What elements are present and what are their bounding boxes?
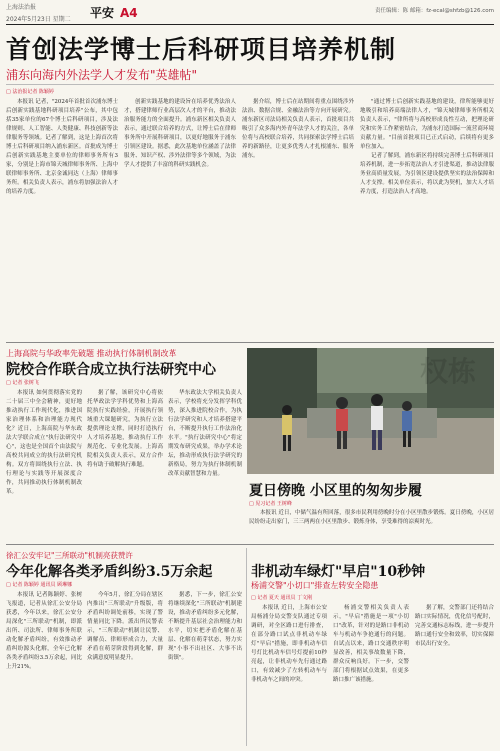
paper-logo: 上海法治报 <box>6 4 37 11</box>
header-rule <box>6 24 494 25</box>
lead-subheadline: 浦东向海内外法学人才发布"英雄帖" <box>6 68 198 82</box>
second-paragraph: 据了解，该研究中心将依托华政法学学科优势和上海高院执行实践经验，开展执行领域重大课题研究，为执行立法提供理论支撑，同时打造执行人才培养基地，推动执行工作规范化、专业化发展。上海高院相关负责人表示，双方合作将有助于破解执行难题。 <box>87 390 163 468</box>
fourth-column-1 <box>251 604 327 745</box>
second-column-3 <box>168 389 242 539</box>
third-column-3 <box>168 591 242 745</box>
lead-paragraph: 本报讯 记者，"2024年首批首次浦东博士后创新实践基地科研项目培养"公布，其中包括35家单位的67个博士后科研项目，涉及法律规则、人工智能、人类健康、科技创新等法律服务等领域。记者了解到，这是上海首次将博士后科研项目纳入浦东新区。首批成为博士后创新实践基地主要单位的律师事务所有3家，分别是上海市锦天城律师事务所、上海中联律师事务所、北京金诚同达（上海）律师事务所。相关负责人表示，浦东将加强法治人才的培养力度。 <box>6 99 118 195</box>
fourth-byline: □ 记者 夏天 通讯员 丁文刚 <box>251 595 313 601</box>
second-paragraph: 本报讯 如何贯彻落实党的二十届三中全会精神，更好地推动执行工作现代化，推进国家治理体系和治理能力现代化？近日，上海高院与华东政法大学联合成立"执行法研究中心"，这也是全国首个由法院与高校共同成立的执行法研究机构。双方将围绕执行立法、执行理论与实践等开展深度合作，共同推动执行体制机制改革。 <box>6 390 82 495</box>
second-paragraph: 华东政法大学相关负责人表示，学校将充分发挥学科优势，深入推进院校合作，为执行法学研究和人才培养搭建平台，不断提升执行工作法治化水平。"执行法研究中心"将定期发布研究成果，举办学术论坛，推动形成执行法学研究的新格局，努力为执行体制机制改革贡献智慧和力量。 <box>168 390 242 477</box>
photo-caption-text <box>249 509 494 537</box>
fourth-column-3 <box>415 604 494 745</box>
fourth-headline: 非机动车绿灯"早启"10秒钟 <box>251 564 426 580</box>
second-headline: 院校合作联合成立执行法研究中心 <box>6 362 216 378</box>
fourth-paragraph: 杨浦交警相关负责人表示，"早启"措施是一项"小切口"改革，针对的是路口非机动车与机动车争抢通行的问题。自试点以来，路口交通秩序明显改善，相关事故数量下降，群众反响良好。下一步，交警部门将根据试点效果，在更多路口推广该措施。 <box>333 605 409 683</box>
page-number: A4 <box>120 6 138 20</box>
second-byline: □ 记者 张树飞 <box>6 380 39 386</box>
column-divider <box>246 548 247 746</box>
lead-column-2 <box>124 98 236 334</box>
fourth-column-2 <box>333 604 409 745</box>
third-paragraph: 据悉，下一步，徐汇公安将继续深化"三所联动"机制建设，推动矛盾纠纷多元化解，不断提升基层社会治理能力和水平，切实把矛盾化解在基层、化解在萌芽状态，努力实现"小事不出社区、大事不出街镇"。 <box>168 592 242 661</box>
third-byline: □ 记者 陈颖婷 通讯员 顾琳娜 <box>6 582 73 588</box>
third-kicker: 徐汇公安牢记"三所联动"机制亮获赞许 <box>6 551 133 560</box>
second-kicker: 上海高院与华政率先破题 推动执行体制机制改革 <box>6 349 177 358</box>
section-header <box>90 4 138 21</box>
fourth-subheadline: 杨浦交警"小切口"排查左转安全隐患 <box>251 581 379 590</box>
lead-byline: □ 法治报记者 陈颖婷 <box>6 89 54 95</box>
watermark-text: 权栋 <box>420 355 477 388</box>
third-paragraph: 本报讯 记者陈颖婷、张树飞报道，记者从徐汇公安分局获悉，今年以来，徐汇公安分局深化"三所联动"机制，即派出所、司法所、律师事务所联动化解矛盾纠纷，有效推动矛盾纠纷源头化解，全年已化解各类矛盾纠纷3.5万余起，同比上升21%。 <box>6 592 82 670</box>
photo-caption-paragraph: 本报讯 近日，中储气温有所回落，很多市民利用傍晚时分在小区里散步锻炼。夏日傍晚，小区居民纷纷走出家门，三三两两在小区里散步、锻炼身体，享受难得的凉爽时光。 <box>249 510 494 525</box>
photo-byline: □ 见习记者 王树峰 <box>249 501 292 507</box>
section-name: 平安 <box>90 6 115 20</box>
third-column-2 <box>87 591 163 745</box>
fourth-paragraph: 本报讯 近日，上海市公安局杨浦分局交警支队通过专项调研，对全区路口进行排查，在部分路口试点非机动车绿灯"早启"措施，即非机动车信号灯比机动车信号灯提前10秒亮起，让非机动车先行通过路口，有效减少了左转机动车与非机动车之间的冲突。 <box>251 605 327 683</box>
lead-paragraph: "通过博士后创新实践基地的建设，律所能够更好地吸引和培养高端法律人才，"锦天城律师事务所相关负责人表示，"律所将与高校形成良性互动，把理论研究和实务工作紧密结合，为浦东打造国际一流营商环境贡献力量。"目前首批项目已正式启动，后续将有更多单位加入。 <box>360 99 494 150</box>
lead-paragraph: 据介绍，博士后在站期间将重点围绕涉外法治、数据合规、金融法治等方向开展研究。浦东新区司法局相关负责人表示，首批项目共吸引了众多海内外青年法学人才的关注，各单位将与高校联合培养，共同探索法学博士后培养的新路径，让更多优秀人才扎根浦东、服务浦东。 <box>242 99 354 159</box>
lead-column-3 <box>242 98 354 334</box>
lead-paragraph: 记者了解到，浦东新区将持续完善博士后科研项目培养机制，进一步拓宽法治人才引进渠道，推动法律服务业高质量发展，为引领区建设提供坚实的法治保障和人才支撑。相关单位表示，将以此为契机，加大人才培养力度，打造法治人才高地。 <box>360 153 494 195</box>
lead-column-1 <box>6 98 118 334</box>
lead-paragraph: 创新实践基地的建设旨在培养优秀法治人才，搭建律师行业高层次人才的平台，推动法治服务能力的全面提升。浦东新区相关负责人表示，通过联合培养的方式，让博士后在律师事务所中开展科研项目，以更好地服务于浦东引领区建设。据悉，此次基地单位涵盖了法律服务、知识产权、涉外法律等多个领域，为法学人才提供了丰富的科研实践机会。 <box>124 99 236 168</box>
photo-headline: 夏日傍晚 小区里的匆匆步履 <box>249 483 422 499</box>
editor-line: 责任编辑：陈 邮箱：fz-ecal@shfzb@126.com <box>374 8 494 14</box>
third-headline: 今年化解各类矛盾纠纷3.5万余起 <box>6 564 213 580</box>
section-divider <box>6 544 494 545</box>
lead-column-4 <box>360 98 494 334</box>
lead-divider <box>6 84 494 85</box>
second-column-2 <box>87 389 163 539</box>
second-column-1 <box>6 389 82 539</box>
third-paragraph: 今年5月，徐汇分局在辖区内推出"三所联动"升级版，将矛盾纠纷调处前移，实现了警情量同比下降。派出所民警表示，"三所联动"机制让民警、调解员、律师形成合力，大量矛盾在萌芽阶段得到化解，群众满意度明显提升。 <box>87 592 163 661</box>
lead-headline: 首创法学博士后科研项目培养机制 <box>6 35 397 64</box>
third-column-1 <box>6 591 82 745</box>
issue-date: 2024年5月23日 星期二 <box>6 16 71 23</box>
section-divider <box>6 342 494 343</box>
fourth-paragraph: 据了解，交警部门还将结合路口实际情况，优化信号配时，完善交通标志标线，进一步提升路口通行安全和效率，切实保障市民出行安全。 <box>415 605 494 647</box>
